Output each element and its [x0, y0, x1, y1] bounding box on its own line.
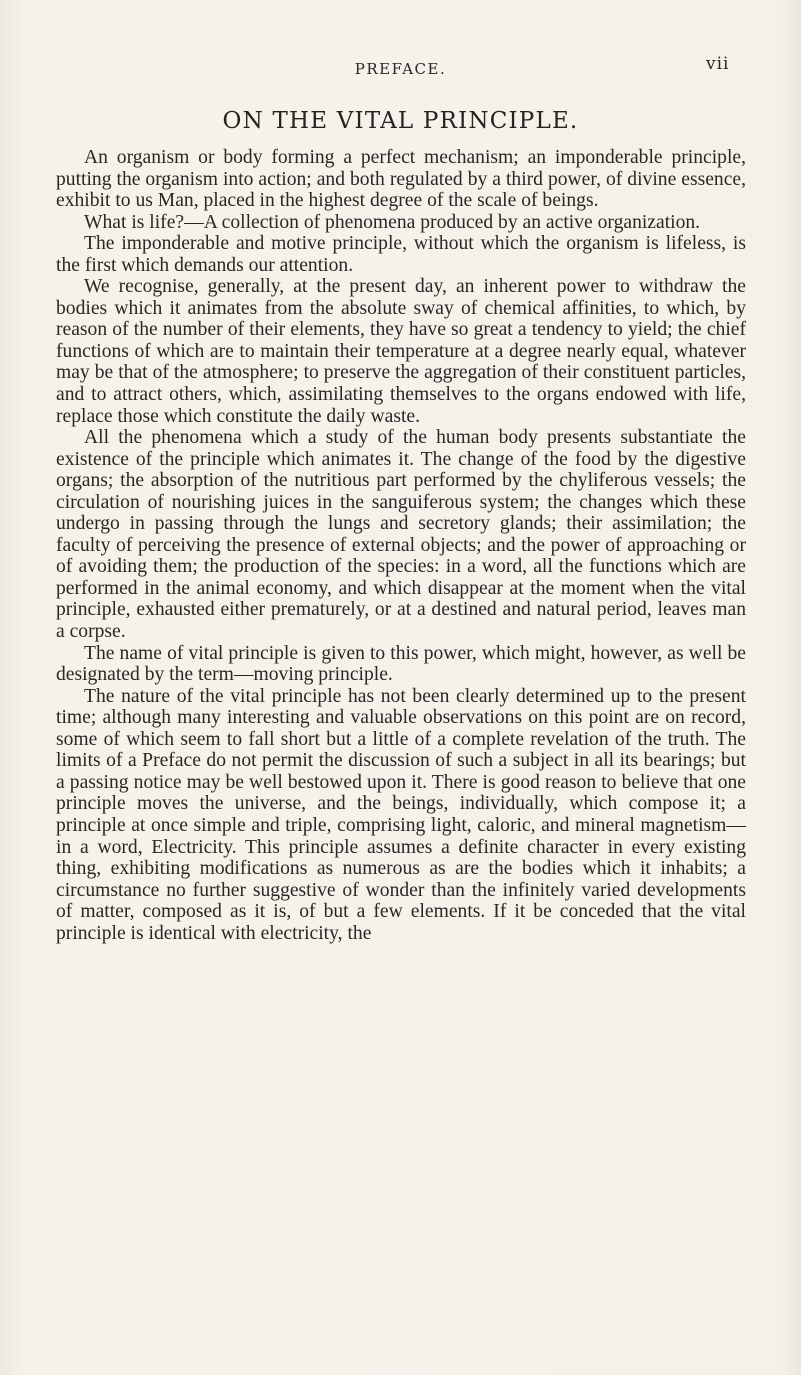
paragraph: All the phenomena which a study of the human body presents substantiate the existence of the principle which animates it. The change of the food by the digestive organs; the absorption of the nutritious part performed by the chyliferous vessels; the circulation of nourishing juices in the sanguiferous system; the changes which these undergo in passing through the lungs and secretory glands; their assimilation; the faculty of perceiving the presence of external objects; and the power of approaching or of avoiding them; the production of the species: in a word, all the functions which are performed in the animal economy, and which disappear at the moment when the vital principle, exhausted either prematurely, or at a destined and natural period, leaves man a corpse. — [56, 427, 746, 643]
paragraph: What is life?—A collection of phenomena produced by an active organization. — [84, 211, 701, 233]
paragraph: An organism or body forming a perfect mechanism; an imponderable principle, putting the organism into action; and both regulated by a third power, of divine essence, exhibit to us Man, placed in the highest degree of the scale of beings. — [56, 147, 746, 212]
page-number: vii — [706, 54, 730, 74]
body-text — [56, 147, 746, 944]
paragraph: The name of vital principle is given to this power, which might, however, as well be designated by the term—moving principle. — [56, 642, 746, 686]
running-title: PREFACE. — [354, 60, 447, 78]
running-head — [0, 54, 801, 84]
paragraph: We recognise, generally, at the present day, an inherent power to withdraw the bodies which it animates from the absolute sway of chemical affinities, to which, by reason of the number of their elements, they have so great a tendency to yield; the chief functions of which are to maintain their temperature at a degree nearly equal, whatever may be that of the atmosphere; to preserve the aggregation of their constituent particles, and to attract others, which, assimilating themselves to the organs endowed with life, replace those which constitute the daily waste. — [56, 276, 746, 427]
chapter-title: ON THE VITAL PRINCIPLE. — [222, 108, 579, 134]
paragraph: The imponderable and motive principle, without which the organism is lifeless, is the first which demands our attention. — [56, 233, 746, 276]
paragraph: The nature of the vital principle has not been clearly determined up to the present time; although many interesting and valuable observations on this point are on record, some of which seem to fall short but a little of a complete revelation of the truth. The limits of a Preface do not permit the discussion of such a subject in all its bearings; but a passing notice may be well bestowed upon it. There is good reason to believe that one principle moves the universe, and the beings, individually, which compose it; a principle at once simple and triple, comprising light, caloric, and mineral magnetism—in a word, Electricity. This principle assumes a definite character in every existing thing, exhibiting modifications as numerous as are the bodies which it inhabits; a circumstance no further suggestive of wonder than the infinitely varied developments of matter, composed as it is, of but a few elements. If it be conceded that the vital principle is identical with electricity, the — [56, 685, 746, 944]
